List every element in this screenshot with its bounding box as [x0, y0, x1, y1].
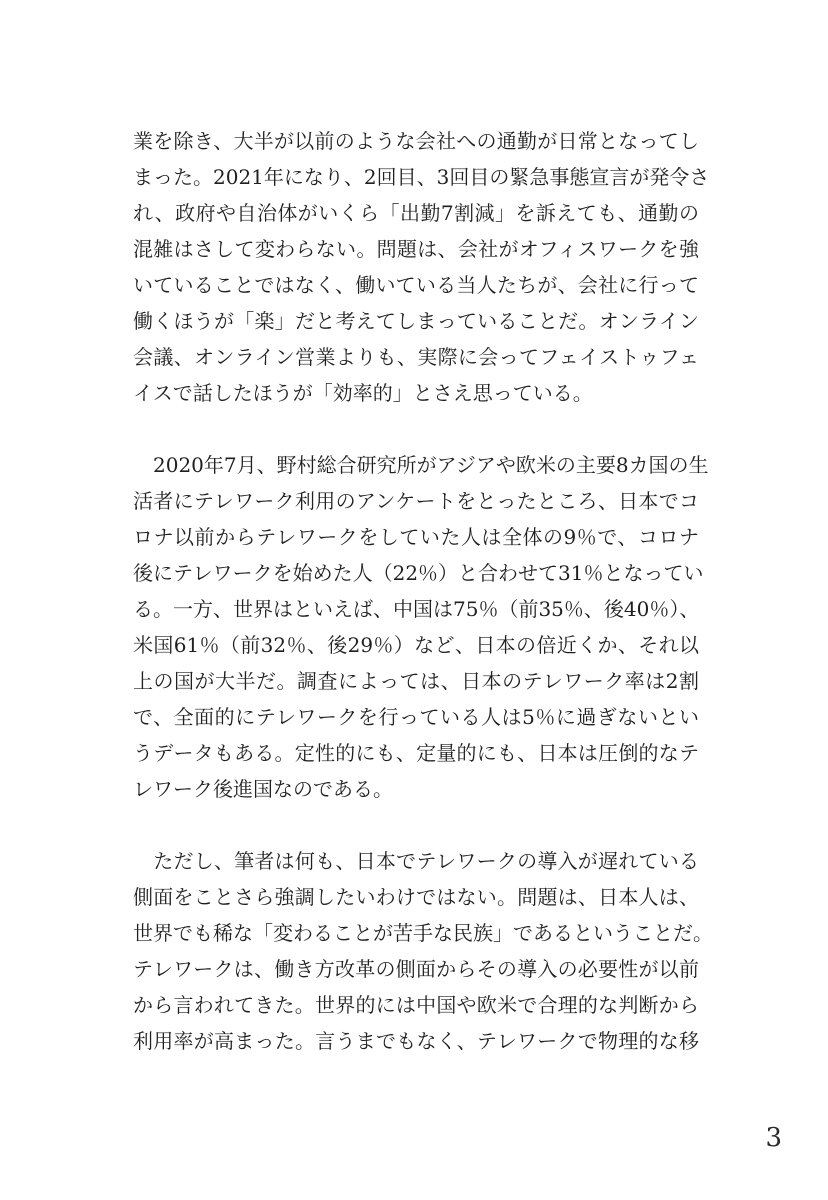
text-line: 上の国が大半だ。調査によっては、日本のテレワーク率は2割: [133, 669, 699, 693]
page-number: 3: [765, 1123, 782, 1153]
text-line: 世界でも稀な「変わることが苦手な民族」であるということだ。: [133, 921, 713, 945]
text-line: イスで話したほうが「効率的」とさえ思っている。: [133, 381, 593, 405]
text-line: ロナ以前からテレワークをしていた人は全体の9％で、コロナ: [133, 525, 699, 549]
paragraph-1: [133, 123, 710, 411]
text-line: 業を除き、大半が以前のような会社への通勤が日常となってし: [133, 129, 699, 153]
paragraph-3: [133, 843, 713, 1059]
text-line: 後にテレワークを始めた人（22％）と合わせて31％となってい: [133, 561, 704, 585]
text-line: ただし、筆者は何も、日本でテレワークの導入が遅れている: [133, 849, 699, 873]
text-line: いていることではなく、働いている当人たちが、会社に行って: [133, 273, 699, 297]
text-line: 利用率が高まった。言うまでもなく、テレワークで物理的な移: [133, 1029, 699, 1053]
text-line: る。一方、世界はといえば、中国は75％（前35％、後40％）、: [133, 597, 700, 621]
text-line: 側面をことさら強調したいわけではない。問題は、日本人は、: [133, 885, 699, 909]
text-line: テレワークは、働き方改革の側面からその導入の必要性が以前: [133, 957, 699, 981]
text-line: うデータもある。定性的にも、定量的にも、日本は圧倒的なテ: [133, 741, 699, 765]
text-line: 2020年7月、野村総合研究所がアジアや欧米の主要8カ国の生: [133, 453, 709, 477]
text-line: 働くほうが「楽」だと考えてしまっていることだ。オンライン: [133, 309, 699, 333]
text-line: から言われてきた。世界的には中国や欧米で合理的な判断から: [133, 993, 699, 1017]
text-line: レワーク後進国なのである。: [133, 777, 393, 801]
text-line: れ、政府や自治体がいくら「出勤7割減」を訴えても、通勤の: [133, 201, 699, 225]
body-text: [133, 123, 713, 1059]
text-line: 会議、オンライン営業よりも、実際に会ってフェイストゥフェ: [133, 345, 699, 369]
text-line: 米国61％（前32％、後29％）など、日本の倍近くか、それ以: [133, 633, 699, 657]
text-line: まった。2021年になり、2回目、3回目の緊急事態宣言が発令さ: [133, 165, 710, 189]
text-line: 活者にテレワーク利用のアンケートをとったところ、日本でコ: [133, 489, 699, 513]
paragraph-2: [133, 447, 709, 807]
text-line: で、全面的にテレワークを行っている人は5％に過ぎないとい: [133, 705, 699, 729]
text-line: 混雑はさして変わらない。問題は、会社がオフィスワークを強: [133, 237, 699, 261]
